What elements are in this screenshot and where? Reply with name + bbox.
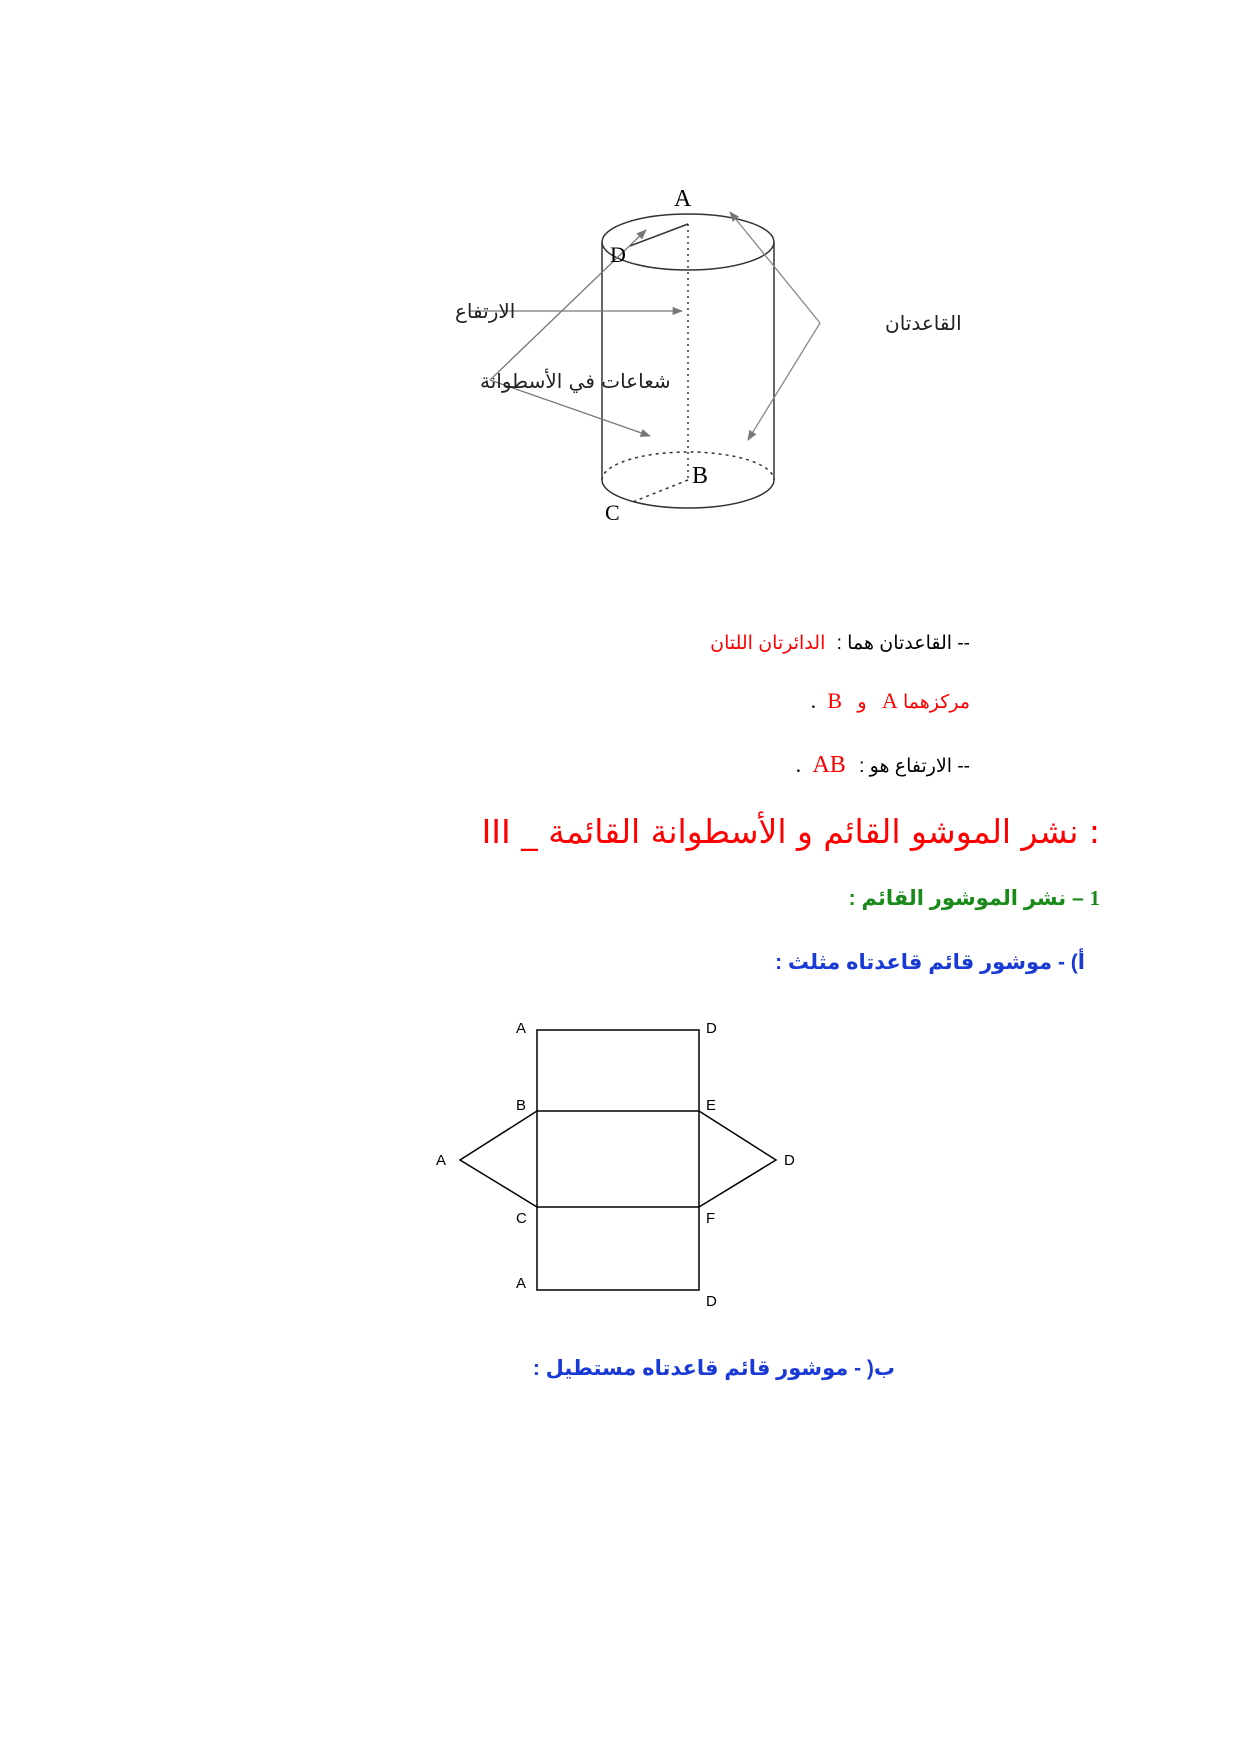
label-D: D xyxy=(610,242,626,267)
bases-prefix: -- القاعدتان هما : xyxy=(836,633,970,654)
net-label-C: C xyxy=(516,1210,527,1227)
net-label-D-right: D xyxy=(784,1152,795,1169)
height-prefix: -- الارتفاع هو : xyxy=(859,756,970,777)
net-triangle-left xyxy=(460,1111,537,1207)
net-label-A-top: A xyxy=(516,1020,527,1037)
bases-definition: الدائرتان اللتان xyxy=(710,633,826,654)
cylinder-figure xyxy=(230,180,1010,540)
subsection-1 xyxy=(849,886,1100,911)
net-label-D-top: D xyxy=(706,1020,717,1037)
radius-top xyxy=(630,224,688,246)
and-word: و xyxy=(857,692,867,713)
height-annotation: الارتفاع xyxy=(455,299,516,323)
centers-line xyxy=(811,688,970,714)
bases-line xyxy=(710,632,970,655)
height-end: . xyxy=(795,752,802,777)
net-label-F: F xyxy=(706,1210,716,1227)
bases-annotation: القاعدتان xyxy=(885,311,962,335)
centers-end: . xyxy=(810,688,817,713)
bases-arrow-top xyxy=(730,212,820,323)
label-C: C xyxy=(605,500,620,525)
bases-arrow-bottom xyxy=(748,323,820,440)
cylinder-shape xyxy=(602,214,774,508)
radii-annotation: شعاعات في الأسطوانة xyxy=(480,369,671,393)
net-label-B: B xyxy=(516,1097,527,1114)
net-label-A-bottom: A xyxy=(516,1275,527,1292)
subsection-b: ب( - موشور قائم قاعدتاه مستطيل : xyxy=(532,1357,895,1380)
section-title: III _ نشر الموشو القائم و الأسطوانة القائمة : xyxy=(481,812,1100,851)
net-label-A-left: A xyxy=(436,1152,447,1169)
centers-text: مركزهما xyxy=(903,692,970,713)
center-A: A xyxy=(881,688,898,713)
center-B: B xyxy=(827,688,843,713)
label-A: A xyxy=(674,186,692,212)
subsection-1-title: – نشر الموشور القائم : xyxy=(848,887,1084,910)
radius-bottom xyxy=(630,480,688,503)
subsection-1-number: 1 xyxy=(1089,886,1100,910)
net-label-E: E xyxy=(706,1097,717,1114)
prism-net-figure xyxy=(420,1010,820,1320)
height-line xyxy=(796,752,970,779)
height-value: AB xyxy=(812,752,846,778)
net-label-D-bottom: D xyxy=(706,1293,717,1310)
subsection-a: أ) - موشور قائم قاعدتاه مثلث : xyxy=(775,951,1085,974)
net-rectangle xyxy=(537,1030,699,1290)
label-B: B xyxy=(692,463,709,489)
net-triangle-right xyxy=(699,1111,776,1207)
